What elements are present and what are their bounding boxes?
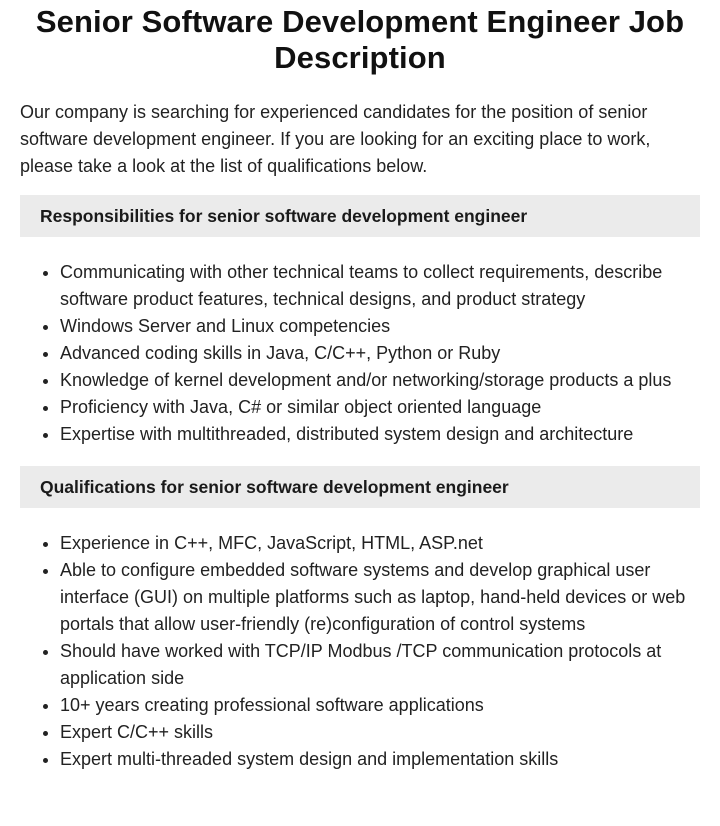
page-title: Senior Software Development Engineer Job Description xyxy=(35,4,685,75)
qualifications-heading: Qualifications for senior software development engineer xyxy=(20,466,700,508)
job-description-page xyxy=(0,4,720,773)
list-item: • Communicating with other technical teams to collect requirements, describe software product features, technical designs, and product strategy xyxy=(60,259,700,313)
list-item: • Should have worked with TCP/IP Modbus /TCP communication protocols at application side xyxy=(60,638,700,692)
intro-paragraph: Our company is searching for experienced candidates for the position of senior software development engineer. If you are looking for an exciting place to work, please take a look at the list of qualifications below. xyxy=(20,102,651,176)
qualifications-list xyxy=(20,530,700,773)
list-item: • Proficiency with Java, C# or similar object oriented language xyxy=(60,394,700,421)
list-item: • 10+ years creating professional software applications xyxy=(60,692,700,719)
list-item: • Able to configure embedded software systems and develop graphical user interface (GUI) on multiple platforms such as laptop, hand-held devices or web portals that allow user-friendly (re)configuration of control systems xyxy=(60,557,700,638)
list-item: • Expert C/C++ skills xyxy=(60,719,700,746)
list-item: • Windows Server and Linux competencies xyxy=(60,313,700,340)
list-item: • Advanced coding skills in Java, C/C++, Python or Ruby xyxy=(60,340,700,367)
responsibilities-list xyxy=(20,259,700,448)
responsibilities-heading: Responsibilities for senior software development engineer xyxy=(20,195,700,237)
list-item: • Experience in C++, MFC, JavaScript, HTML, ASP.net xyxy=(60,530,700,557)
list-item: • Expert multi-threaded system design and implementation skills xyxy=(60,746,700,773)
list-item: • Expertise with multithreaded, distributed system design and architecture xyxy=(60,421,700,448)
list-item: • Knowledge of kernel development and/or networking/storage products a plus xyxy=(60,367,700,394)
